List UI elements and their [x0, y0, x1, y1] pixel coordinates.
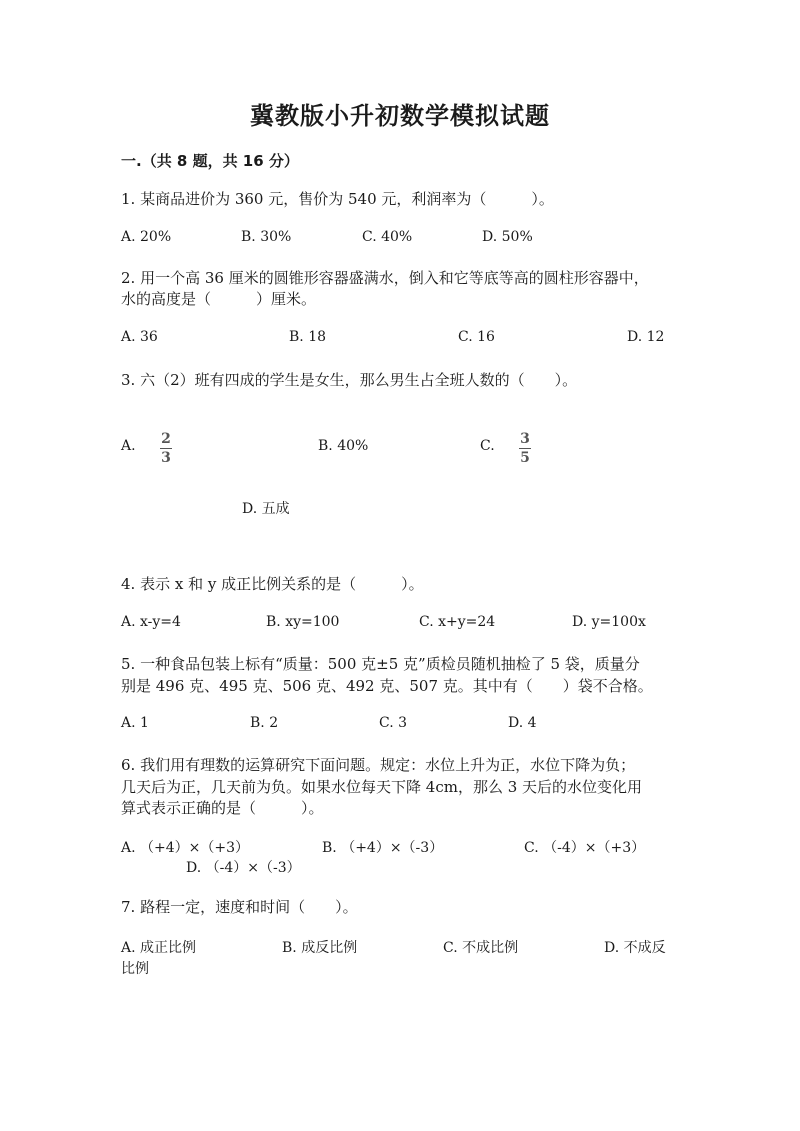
question-1-option-b: B. 30%: [241, 229, 292, 245]
fraction-c-numerator: 3: [520, 431, 530, 447]
question-2-option-d: D. 12: [627, 329, 665, 345]
fraction-c-bar: [519, 448, 531, 449]
question-3-fraction-c: [519, 431, 531, 466]
question-4-option-a: A. x-y=4: [121, 614, 181, 630]
question-3-option-a: A.: [121, 438, 136, 454]
question-1-option-d: D. 50%: [482, 229, 533, 245]
question-6-option-c: C. （-4）×（+3）: [524, 840, 646, 856]
question-5-option-d: D. 4: [508, 715, 537, 731]
question-7-option-b: B. 成反比例: [282, 940, 358, 956]
question-5-option-b: B. 2: [250, 715, 279, 731]
fraction-a-denominator: 3: [161, 450, 171, 466]
question-7-option-c: C. 不成比例: [443, 940, 519, 956]
question-2-option-b: B. 18: [289, 329, 327, 345]
question-7-stem: 7. 路程一定，速度和时间（ ）。: [121, 898, 358, 916]
section-heading: 一.（共 8 题，共 16 分）: [121, 152, 299, 170]
question-1-option-a: A. 20%: [121, 229, 172, 245]
question-4-stem: 4. 表示 x 和 y 成正比例关系的是（ ）。: [121, 575, 424, 593]
question-3-option-c: C.: [480, 438, 495, 454]
question-4-option-b: B. xy=100: [266, 614, 340, 630]
fraction-a-numerator: 2: [161, 431, 171, 447]
question-7-option-d: D. 不成反: [604, 940, 666, 956]
question-6-stem-line-3: 算式表示正确的是（ ）。: [121, 799, 324, 817]
question-5-option-a: A. 1: [121, 715, 149, 731]
question-4-option-c: C. x+y=24: [419, 614, 496, 630]
fraction-c-denominator: 5: [520, 450, 530, 466]
question-5-option-c: C. 3: [379, 715, 408, 731]
question-4-option-d: D. y=100x: [572, 614, 646, 630]
question-3-stem: 3. 六（2）班有四成的学生是女生，那么男生占全班人数的（ ）。: [121, 371, 578, 389]
question-2-option-c: C. 16: [458, 329, 495, 345]
question-3-option-d: D. 五成: [242, 501, 290, 517]
question-7-option-d-continued: 比例: [121, 961, 149, 977]
question-6-stem-line-1: 6. 我们用有理数的运算研究下面问题。规定：水位上升为正，水位下降为负；: [121, 756, 636, 774]
question-6-option-a: A. （+4）×（+3）: [121, 840, 250, 856]
question-2-stem-line-1: 2. 用一个高 36 厘米的圆锥形容器盛满水，倒入和它等底等高的圆柱形容器中，: [121, 269, 649, 287]
question-7-option-a: A. 成正比例: [121, 940, 197, 956]
question-6-option-d: D. （-4）×（-3）: [186, 860, 301, 876]
fraction-a-bar: [160, 448, 172, 449]
question-1-option-c: C. 40%: [362, 229, 413, 245]
question-2-option-a: A. 36: [121, 329, 158, 345]
question-1-stem: 1. 某商品进价为 360 元，售价为 540 元，利润率为（ ）。: [121, 190, 554, 208]
question-3-fraction-a: [160, 431, 172, 466]
question-6-stem-line-2: 几天后为正，几天前为负。如果水位每天下降 4cm，那么 3 天后的水位变化用: [121, 778, 643, 796]
page-title: 冀教版小升初数学模拟试题: [250, 102, 550, 130]
question-5-stem-line-1: 5. 一种食品包装上标有“质量：500 克±5 克”质检员随机抽检了 5 袋，质量分: [121, 655, 640, 673]
question-6-option-b: B. （+4）×（-3）: [322, 840, 444, 856]
question-2-stem-line-2: 水的高度是（ ）厘米。: [121, 290, 317, 308]
question-3-option-b: B. 40%: [318, 438, 369, 454]
question-5-stem-line-2: 别是 496 克、495 克、506 克、492 克、507 克。其中有（ ）袋不合格。: [121, 677, 653, 695]
